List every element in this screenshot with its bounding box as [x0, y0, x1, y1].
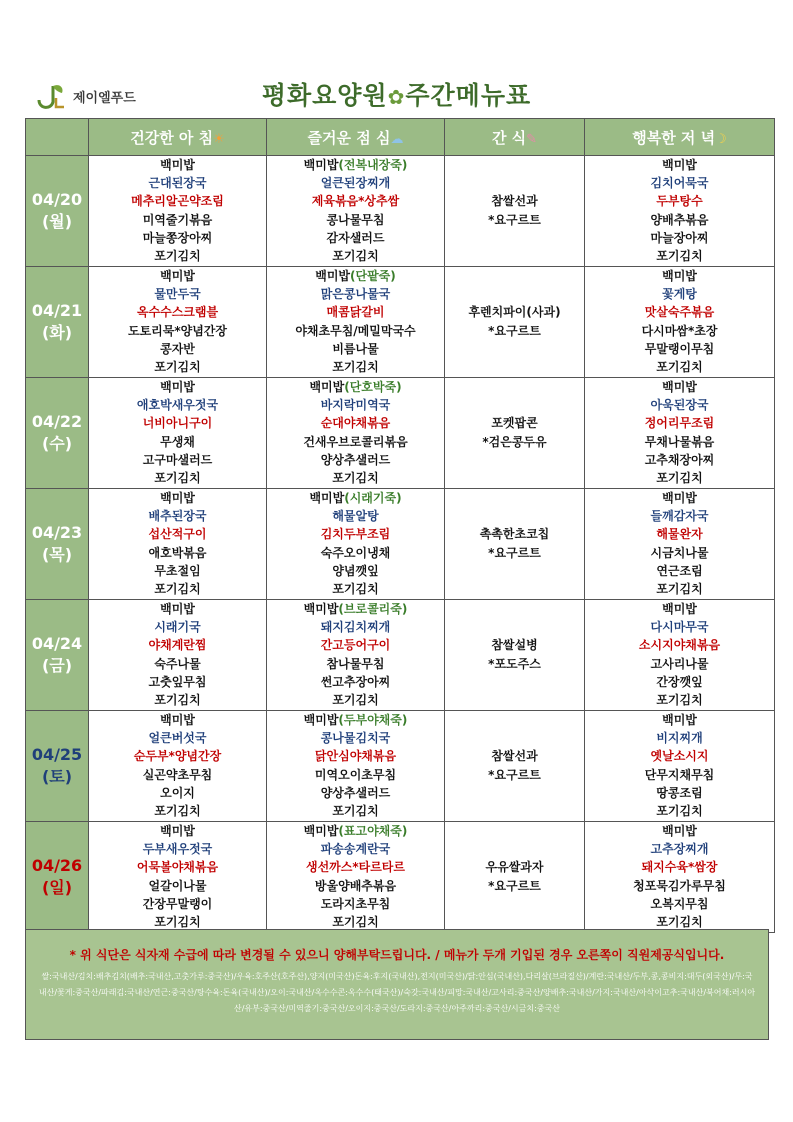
menu-item: 야채계란찜	[148, 638, 207, 653]
menu-item: 포기김치	[154, 582, 201, 597]
porridge-note: (전복내장죽)	[338, 158, 408, 172]
menu-item: 양념깻잎	[332, 563, 379, 578]
day-of-week: (월)	[41, 212, 73, 231]
breakfast-cell	[89, 378, 267, 489]
snack-cell	[445, 156, 585, 267]
porridge-note: (표고야채죽)	[338, 824, 408, 838]
menu-item: 바지락미역국	[320, 398, 391, 413]
menu-item: 너비아니구이	[142, 416, 213, 431]
menu-item: 백미밥	[160, 269, 195, 283]
menu-item: 미역줄기볶음	[142, 212, 213, 227]
menu-item: 오복지무침	[650, 896, 709, 911]
title-main: 평화요양원	[261, 81, 388, 110]
lunch-cell	[267, 711, 445, 822]
dinner-cell	[585, 156, 775, 267]
porridge-note: (단호박죽)	[344, 380, 402, 394]
menu-item: 얼갈이나물	[148, 878, 207, 893]
day-label	[26, 378, 89, 489]
menu-item: 땅콩조림	[656, 785, 703, 800]
snack-item: *요구르트	[488, 768, 541, 782]
menu-item: 고추채장아찌	[644, 452, 715, 467]
menu-item: 참나물무침	[326, 656, 385, 671]
menu-item: 백미밥	[662, 602, 697, 616]
menu-item: 건새우브로콜리볶음	[303, 434, 408, 449]
menu-item: 포기김치	[656, 582, 703, 597]
menu-item: 시금치나물	[650, 545, 709, 560]
menu-item: 백미밥	[662, 158, 697, 172]
menu-item: 포기김치	[332, 360, 379, 375]
menu-item: 소시지야채볶음	[638, 638, 721, 653]
menu-item: 포기김치	[656, 693, 703, 708]
menu-item: 어묵볼야채볶음	[136, 860, 219, 875]
menu-item: 콩자반	[160, 341, 195, 356]
menu-item: 백미밥(단팥죽)	[315, 269, 396, 283]
lunch-cell	[267, 267, 445, 378]
day-label	[26, 822, 89, 933]
menu-item: 포기김치	[332, 915, 379, 930]
menu-item: 백미밥	[662, 380, 697, 394]
day-row	[26, 489, 775, 600]
page-title	[0, 76, 793, 112]
day-date: 04/26	[31, 856, 83, 875]
menu-item: 포기김치	[656, 915, 703, 930]
day-date: 04/25	[31, 745, 83, 764]
snack-item: 포켓팝콘	[491, 416, 538, 430]
dinner-cell	[585, 378, 775, 489]
menu-item: 김치두부조림	[320, 527, 391, 542]
menu-item: 매콤닭갈비	[326, 305, 385, 320]
day-of-week: (토)	[41, 767, 73, 786]
snack-cell	[445, 267, 585, 378]
menu-item: 돼지김치찌개	[320, 620, 391, 635]
title-sub: 주간메뉴표	[405, 81, 532, 110]
menu-item: 감자샐러드	[326, 230, 385, 245]
snack-item: *요구르트	[488, 213, 541, 227]
breakfast-cell	[89, 600, 267, 711]
menu-item: 다시마쌈*초장	[641, 323, 718, 338]
lunch-cell	[267, 822, 445, 933]
snack-cell	[445, 711, 585, 822]
menu-item: 제육볶음*상추쌈	[311, 194, 400, 209]
day-label	[26, 267, 89, 378]
menu-item: 아욱된장국	[650, 398, 709, 413]
menu-item: 백미밥(전복내장죽)	[303, 158, 408, 172]
lunch-cell	[267, 378, 445, 489]
snack-item: 우유쌀과자	[485, 860, 544, 874]
menu-item: 백미밥(시래기죽)	[309, 491, 402, 505]
dinner-cell	[585, 600, 775, 711]
menu-item: 정어리무조림	[644, 416, 715, 431]
menu-item: 애호박새우젓국	[136, 398, 219, 413]
porridge-note: (시래기죽)	[344, 491, 402, 505]
day-row	[26, 156, 775, 267]
menu-item: 해물완자	[656, 527, 703, 542]
flower-icon: ✿	[387, 85, 406, 109]
snack-cell	[445, 378, 585, 489]
menu-item: 양상추샐러드	[320, 452, 391, 467]
menu-item: 메추리알곤약조림	[131, 194, 224, 209]
day-row	[26, 711, 775, 822]
menu-item: 마늘쫑장아찌	[142, 230, 213, 245]
menu-item: 포기김치	[154, 249, 201, 264]
day-label	[26, 156, 89, 267]
menu-item: 양상추샐러드	[320, 785, 391, 800]
breakfast-cell	[89, 711, 267, 822]
menu-item: 백미밥	[662, 491, 697, 505]
porridge-note: (단팥죽)	[350, 269, 396, 283]
snack-item: *요구르트	[488, 546, 541, 560]
breakfast-cell	[89, 267, 267, 378]
notice-text: * 위 식단은 식자재 수급에 따라 변경될 수 있으니 양해부탁드립니다. / 메뉴가 두개 기입된 경우 오른쪽이 직원제공식입니다.	[69, 948, 725, 962]
day-label	[26, 600, 89, 711]
menu-item: 백미밥	[160, 380, 195, 394]
menu-item: 들깨감자국	[650, 509, 709, 524]
menu-item: 도토리묵*양념간장	[127, 323, 227, 338]
snack-item: 참쌀선과	[491, 194, 538, 208]
menu-item: 연근조림	[656, 563, 703, 578]
menu-item: 포기김치	[332, 249, 379, 264]
menu-item: 간고등어구이	[320, 638, 391, 653]
day-label	[26, 711, 89, 822]
day-date: 04/21	[31, 301, 83, 320]
porridge-note: (두부야채죽)	[338, 713, 408, 727]
menu-item: 근대된장국	[148, 176, 207, 191]
menu-item: 청포묵김가루무침	[633, 878, 726, 893]
snack-item: *요구르트	[488, 879, 541, 893]
menu-item: 도라지초무침	[320, 896, 391, 911]
menu-item: 미역오이초무침	[314, 767, 397, 782]
sun-icon: ☀	[213, 131, 225, 147]
menu-item: 포기김치	[154, 693, 201, 708]
menu-item: 포기김치	[332, 693, 379, 708]
menu-item: 백미밥(두부야채죽)	[303, 713, 408, 727]
snack-cell	[445, 822, 585, 933]
day-of-week: (수)	[41, 434, 73, 453]
corner-cell	[26, 119, 89, 156]
menu-item: 맑은콩나물국	[320, 287, 391, 302]
menu-item: 포기김치	[154, 471, 201, 486]
menu-item: 백미밥	[662, 824, 697, 838]
menu-item: 마늘장아찌	[650, 230, 709, 245]
day-date: 04/24	[31, 634, 83, 653]
menu-item: 백미밥	[160, 713, 195, 727]
menu-item: 오이지	[160, 785, 195, 800]
header-lunch: 즐거운 점 심☁	[267, 119, 445, 156]
brand-name: 제이엘푸드	[73, 91, 136, 106]
menu-item: 간장깻잎	[656, 674, 703, 689]
day-row	[26, 378, 775, 489]
menu-item: 고사리나물	[650, 656, 709, 671]
snack-item: 촉촉한초코칩	[479, 527, 550, 541]
menu-item: 돼지수육*쌈장	[641, 860, 718, 875]
menu-item: 콩나물무침	[326, 212, 385, 227]
day-of-week: (화)	[41, 323, 73, 342]
day-label	[26, 489, 89, 600]
menu-item: 맛살숙주볶음	[644, 305, 715, 320]
day-date: 04/20	[31, 190, 83, 209]
menu-item: 간장무말랭이	[142, 896, 213, 911]
menu-item: 백미밥	[662, 713, 697, 727]
menu-item: 숙주오이냉채	[320, 545, 391, 560]
menu-item: 백미밥	[160, 491, 195, 505]
menu-item: 포기김치	[332, 471, 379, 486]
menu-item: 포기김치	[332, 804, 379, 819]
snack-item: 참쌀설병	[491, 638, 538, 652]
day-of-week: (일)	[41, 878, 73, 897]
lunch-cell	[267, 600, 445, 711]
menu-item: 해물알탕	[332, 509, 379, 524]
notice-box	[25, 929, 769, 1040]
menu-item: 비지찌개	[656, 731, 703, 746]
lunch-cell	[267, 489, 445, 600]
breakfast-cell	[89, 156, 267, 267]
menu-item: 고구마샐러드	[142, 452, 213, 467]
snack-cell	[445, 489, 585, 600]
menu-item: 포기김치	[656, 360, 703, 375]
menu-item: 고추장찌개	[650, 842, 709, 857]
menu-item: 단무지채무침	[644, 767, 715, 782]
menu-item: 꽃게탕	[662, 287, 697, 302]
menu-item: 포기김치	[656, 804, 703, 819]
menu-item: 순대야채볶음	[320, 416, 391, 431]
menu-item: 파송송계란국	[320, 842, 391, 857]
menu-item: 실곤약초무침	[142, 767, 213, 782]
menu-item: 시래기국	[154, 620, 201, 635]
menu-item: 무채나물볶음	[644, 434, 715, 449]
menu-item: 포기김치	[154, 360, 201, 375]
snack-item: *포도주스	[488, 657, 541, 671]
menu-item: 섭산적구이	[148, 527, 207, 542]
breakfast-cell	[89, 822, 267, 933]
dinner-cell	[585, 489, 775, 600]
moon-icon: ☽	[715, 131, 727, 147]
menu-item: 다시마무국	[650, 620, 709, 635]
menu-item: 무말랭이무침	[644, 341, 715, 356]
menu-item: 백미밥(표고야채죽)	[303, 824, 408, 838]
snack-item: *검은콩두유	[482, 435, 547, 449]
menu-item: 포기김치	[656, 471, 703, 486]
lunch-cell	[267, 156, 445, 267]
menu-item: 김치어묵국	[650, 176, 709, 191]
day-row	[26, 600, 775, 711]
header-breakfast: 건강한 아 침☀	[89, 119, 267, 156]
menu-item: 배추된장국	[148, 509, 207, 524]
candy-icon: ✎	[526, 131, 538, 147]
dinner-cell	[585, 711, 775, 822]
menu-item: 백미밥(브로콜리죽)	[303, 602, 408, 616]
menu-item: 두부새우젓국	[142, 842, 213, 857]
day-of-week: (금)	[41, 656, 73, 675]
menu-item: 양배추볶음	[650, 212, 709, 227]
dinner-cell	[585, 822, 775, 933]
menu-item: 방울양배추볶음	[314, 878, 397, 893]
header-row	[26, 119, 775, 156]
menu-item: 고춧잎무침	[148, 674, 207, 689]
day-date: 04/23	[31, 523, 83, 542]
day-row	[26, 267, 775, 378]
origin-text: 쌀:국내산/김치:배추김치(배추:국내산,고춧가루:중국산)/우육:호주산(호주산),양지(미국산)돈육:후지(국내산),전지(미국산)/닭:안심(국내산),다리살(브라질산)/계란:국내산/두부,콩,콩비지:대두(외국산)/무:국내산/꽃게:중국산/파래김:국내산/연근:중국산/탕수육:돈육(국내산)/오이:국내산/옥수수콘:옥수수(태국산)/숙갓:국내산/피망:국내산/고사리:중국산/양배추:국내산/가지:국내산/아삭이고추:국내산/북어채:러시아산/유부:중국산/미역줄기:중국산/오이지:중국산/도라지:중국산/아주까리:중국산/시금치:중국산	[38, 972, 756, 1013]
menu-item: 포기김치	[656, 249, 703, 264]
menu-item: 물만두국	[154, 287, 201, 302]
menu-item: 포기김치	[154, 915, 201, 930]
menu-item: 닭안심야채볶음	[314, 749, 397, 764]
menu-item: 순두부*양념간장	[133, 749, 222, 764]
menu-item: 비름나물	[332, 341, 379, 356]
menu-item: 포기김치	[332, 582, 379, 597]
weekly-menu-table	[25, 118, 775, 933]
menu-item: 백미밥	[160, 824, 195, 838]
menu-item: 백미밥	[662, 269, 697, 283]
menu-item: 애호박볶음	[148, 545, 207, 560]
snack-item: 후렌치파이(사과)	[468, 305, 561, 319]
dinner-cell	[585, 267, 775, 378]
menu-item: 생선까스*타르타르	[305, 860, 405, 875]
menu-item: 무생채	[160, 434, 195, 449]
header-snack: 간 식✎	[445, 119, 585, 156]
menu-item: 야채초무침/메밀막국수	[295, 323, 416, 338]
menu-item: 무초절임	[154, 563, 201, 578]
snack-item: 참쌀선과	[491, 749, 538, 763]
snack-item: *요구르트	[488, 324, 541, 338]
menu-item: 썬고추장아찌	[320, 674, 391, 689]
rainbow-icon: ☁	[390, 131, 404, 147]
menu-item: 두부탕수	[656, 194, 703, 209]
menu-item: 얼큰된장찌개	[320, 176, 391, 191]
menu-item: 백미밥	[160, 158, 195, 172]
day-of-week: (목)	[41, 545, 73, 564]
header-dinner: 행복한 저 녁☽	[585, 119, 775, 156]
menu-item: 얼큰버섯국	[148, 731, 207, 746]
breakfast-cell	[89, 489, 267, 600]
menu-item: 백미밥(단호박죽)	[309, 380, 402, 394]
day-date: 04/22	[31, 412, 83, 431]
day-row	[26, 822, 775, 933]
menu-item: 백미밥	[160, 602, 195, 616]
menu-item: 콩나물김치국	[320, 731, 391, 746]
menu-item: 옥수수스크램블	[136, 305, 219, 320]
snack-cell	[445, 600, 585, 711]
menu-item: 숙주나물	[154, 656, 201, 671]
menu-item: 옛날소시지	[650, 749, 709, 764]
porridge-note: (브로콜리죽)	[338, 602, 408, 616]
menu-item: 포기김치	[154, 804, 201, 819]
